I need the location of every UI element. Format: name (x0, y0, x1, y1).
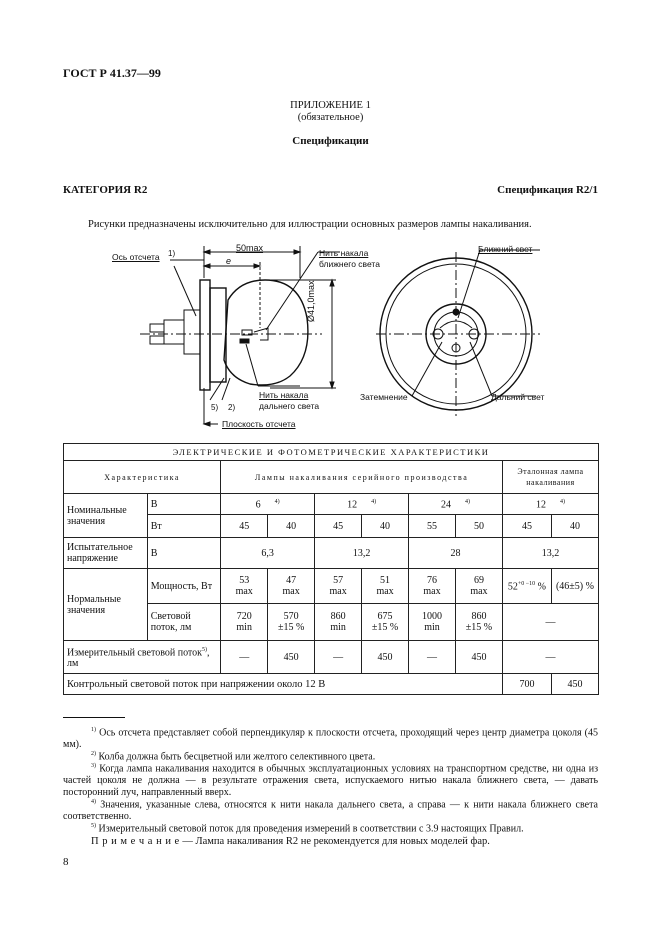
flux-label: Световой поток, лм (147, 604, 221, 641)
table-cell: 40 (268, 515, 315, 538)
shading-label: Затемнение (360, 392, 408, 402)
table-row (64, 494, 599, 515)
table-cell: 6,3 (221, 538, 315, 569)
low-beam-filament-label2: ближнего света (319, 259, 380, 269)
table-cell: 45 (502, 515, 551, 538)
table-cell: 13,2 (315, 538, 409, 569)
table-row (64, 641, 599, 674)
col-characteristic: Характеристика (64, 461, 221, 494)
unit-v: В (147, 494, 221, 515)
table-cell: 28 (409, 538, 503, 569)
low-beam-label: Ближний свет (478, 244, 533, 254)
col-serial: Лампы накаливания серийного производства (221, 461, 503, 494)
page-number: 8 (63, 856, 69, 868)
high-beam-label: Дальний свет (491, 392, 545, 402)
table-row (64, 674, 599, 695)
table-cell: 51 max (362, 569, 409, 604)
table-cell: 57 max (315, 569, 362, 604)
table-title-row (64, 444, 599, 461)
table-row (64, 569, 599, 604)
table-cell: 40 (551, 515, 598, 538)
footnote-1: $^{1)}$ Ось отсчета представляет собой перпендикуляр к плоскости отсчета, проходящий через центр диаметра цоколя (45 мм). (63, 727, 598, 751)
ref-plane-label: Плоскость отсчета (222, 419, 296, 429)
note-5-label: 5) (211, 403, 219, 412)
standard-header: ГОСТ Р 41.37—99 (63, 66, 161, 80)
unit-w: Вт (147, 515, 221, 538)
table-cell: 570 ±15 % (268, 604, 315, 641)
footnote-4: $^{4)}$ Значения, указанные слева, относятся к нити накала дальнего света, а справа — к нити накала ближнего света соответственно. (63, 799, 598, 823)
footnote-2: $^{2)}$ Колба должна быть бесцветной или желтого селективного цвета. (91, 751, 376, 763)
col-reference: Эталонная лампа накаливания (502, 461, 598, 494)
table-cell: 13,2 (502, 538, 598, 569)
table-cell: 76 max (409, 569, 456, 604)
table-title: ЭЛЕКТРИЧЕСКИЕ И ФОТОМЕТРИЧЕСКИЕ ХАРАКТЕРИСТИКИ (64, 444, 599, 461)
table-cell: 45 (221, 515, 268, 538)
table-cell: 450 (268, 641, 315, 674)
dim-e: e (226, 256, 232, 266)
table-cell: 1000 min (409, 604, 456, 641)
table-cell: 50 (455, 515, 502, 538)
footnote-5: $^{5)}$ Измерительный световой поток для проведения измерений в соответствии с 3.9 настоящих Правил. (91, 823, 524, 835)
table-cell: 450 (455, 641, 502, 674)
dim-diameter: Ø41,0max (306, 280, 316, 322)
spec-table (63, 443, 599, 695)
footnote-divider (63, 717, 125, 718)
table-cell: — (221, 641, 268, 674)
table-cell: (46±5) % (551, 569, 598, 604)
table-cell: — (502, 604, 598, 641)
table-cell: 450 (551, 674, 598, 695)
intro-text: Рисунки предназначены исключительно для иллюстрации основных размеров лампы накаливания. (88, 219, 532, 230)
test-voltage-label: Испытательное напряжение (64, 538, 148, 569)
table-cell: — (409, 641, 456, 674)
table-row (64, 538, 599, 569)
high-beam-filament-label: Нить накала (259, 390, 309, 400)
appendix-mandatory: (обязательное) (297, 112, 364, 123)
dim-length: 50max (236, 243, 264, 253)
footnote-3: $^{3)}$ Когда лампа накаливания находится в обычных эксплуатационных условиях на транспортном средстве, ни одна из частей цоколя не должна — в результате отражения света, испускаемого нитью накала ближнего света, — давать посторонний луч, направленный вверх. (63, 763, 599, 799)
ref-axis-label: Ось отсчета (112, 252, 160, 262)
section-title: Спецификации (292, 135, 369, 147)
meas-flux-label: Измерительный световой поток$^{5)}$, лм (64, 641, 221, 674)
table-cell: 700 (502, 674, 551, 695)
control-flux-label: Контрольный световой поток при напряжении около 12 В (64, 674, 503, 695)
table-cell: — (315, 641, 362, 674)
table-cell: 12 $^{4)}$ (315, 494, 409, 515)
table-cell: 450 (362, 641, 409, 674)
table-cell: 45 (315, 515, 362, 538)
appendix-title: ПРИЛОЖЕНИЕ 1 (290, 100, 371, 111)
ref-axis-note: 1) (168, 249, 176, 258)
table-cell: 47 max (268, 569, 315, 604)
category-label: КАТЕГОРИЯ R2 (63, 184, 148, 196)
nominal-label: Номинальные значения (64, 494, 148, 538)
table-cell: 12 $^{4)}$ (502, 494, 598, 515)
unit-v: В (147, 538, 221, 569)
note-2-label: 2) (228, 403, 236, 412)
table-cell: 860 ±15 % (455, 604, 502, 641)
spec-label: Спецификация R2/1 (497, 184, 598, 196)
table-cell: — (502, 641, 598, 674)
high-beam-filament-label2: дальнего света (259, 401, 320, 411)
table-header-row (64, 461, 599, 494)
low-beam-filament-label: Нить накала (319, 248, 369, 258)
table-cell: 6 $^{4)}$ (221, 494, 315, 515)
table-cell: 860 min (315, 604, 362, 641)
table-cell: 55 (409, 515, 456, 538)
table-cell: 40 (362, 515, 409, 538)
table-cell: $52^{+0 -10}$ % (502, 569, 551, 604)
table-cell: 24 $^{4)}$ (409, 494, 503, 515)
table-cell: 69 max (455, 569, 502, 604)
power-label: Мощность, Вт (147, 569, 221, 604)
note: П р и м е ч а н и е — Лампа накаливания R2 не рекомендуется для новых моделей фар. (91, 836, 490, 847)
table-cell: 720 min (221, 604, 268, 641)
normal-label: Нормальные значения (64, 569, 148, 641)
table-cell: 53 max (221, 569, 268, 604)
table-cell: 675 ±15 % (362, 604, 409, 641)
